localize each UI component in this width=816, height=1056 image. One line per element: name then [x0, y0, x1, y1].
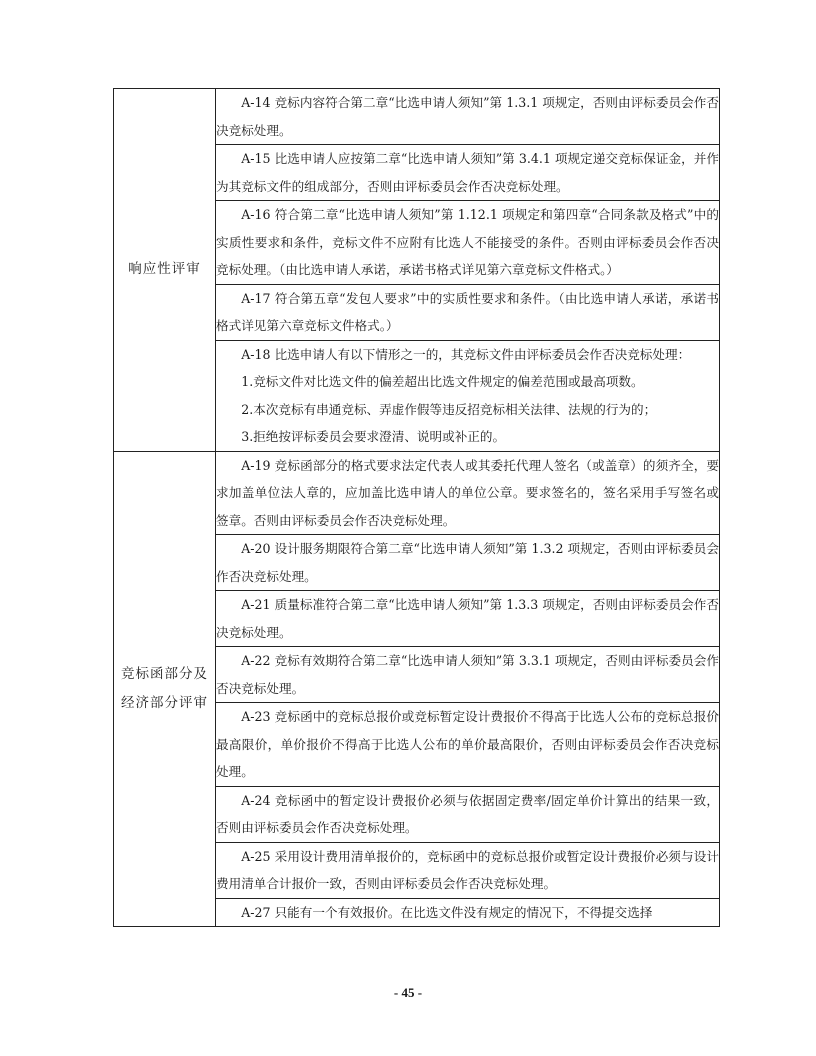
category-cell: 响应性评审 — [114, 89, 216, 452]
criterion-cell — [216, 201, 720, 285]
criterion-text: A-15 比选申请人应按第二章“比选申请人须知”第 3.4.1 项规定递交竞标保证金，并作为其竞标文件的组成部分，否则由评标委员会作否决竞标处理。 — [216, 151, 719, 194]
evaluation-table — [113, 88, 720, 927]
criterion-cell — [216, 451, 720, 535]
criterion-text: A-21 质量标准符合第二章“比选申请人须知”第 1.3.3 项规定，否则由评标委员会作否决竞标处理。 — [216, 597, 719, 640]
criterion-cell — [216, 898, 720, 927]
criterion-cell — [216, 284, 720, 340]
table-row — [114, 451, 720, 535]
criterion-cell — [216, 647, 720, 703]
category-cell: 竞标函部分及经济部分评审 — [114, 451, 216, 927]
criterion-cell — [216, 842, 720, 898]
criterion-cell — [216, 591, 720, 647]
criterion-cell — [216, 145, 720, 201]
criterion-text: A-17 符合第五章“发包人要求”中的实质性要求和条件。（由比选申请人承诺，承诺书格式详见第六章竞标文件格式。） — [216, 290, 719, 333]
criterion-text: A-24 竞标函中的暂定设计费报价必须与依据固定费率/固定单价计算出的结果一致，否则由评标委员会作否决竞标处理。 — [216, 792, 719, 835]
criterion-text: A-19 竞标函部分的格式要求法定代表人或其委托代理人签名（或盖章）的须齐全，要求加盖单位法人章的，应加盖比选申请人的单位公章。要求签名的，签名采用手写签名或签章。否则由评标委员会作否决竞标处理。 — [216, 457, 719, 528]
criterion-subitem: 2.本次竞标有串通竞标、弄虚作假等违反招竞标相关法律、法规的行为的； — [241, 401, 657, 417]
criterion-text: A-25 采用设计费用清单报价的，竞标函中的竞标总报价或暂定设计费报价必须与设计费用清单合计报价一致，否则由评标委员会作否决竞标处理。 — [216, 848, 719, 891]
criterion-cell — [216, 340, 720, 451]
criterion-cell — [216, 535, 720, 591]
criterion-text: A-14 竞标内容符合第二章“比选申请人须知”第 1.3.1 项规定，否则由评标委员会作否决竞标处理。 — [216, 95, 719, 138]
criterion-text: A-18 比选申请人有以下情形之一的，其竞标文件由评标委员会作否决竞标处理： — [241, 346, 691, 362]
criterion-text: A-20 设计服务期限符合第二章“比选申请人须知”第 1.3.2 项规定，否则由评标委员会作否决竞标处理。 — [216, 541, 719, 584]
table-row — [114, 89, 720, 145]
criterion-text: A-27 只能有一个有效报价。在比选文件没有规定的情况下，不得提交选择 — [241, 904, 653, 920]
criterion-cell — [216, 786, 720, 842]
page-number: - 45 - — [393, 985, 423, 1000]
criterion-text: A-22 竞标有效期符合第二章“比选申请人须知”第 3.3.1 项规定，否则由评标委员会作否决竞标处理。 — [216, 653, 719, 696]
criterion-subitem: 1.竞标文件对比选文件的偏差超出比选文件规定的偏差范围或最高项数。 — [241, 374, 644, 389]
evaluation-table-body — [114, 89, 720, 927]
criterion-text: A-23 竞标函中的竞标总报价或竞标暂定设计费报价不得高于比选人公布的竞标总报价最高限价，单价报价不得高于比选人公布的单价最高限价，否则由评标委员会作否决竞标处理。 — [216, 709, 719, 779]
criterion-cell — [216, 89, 720, 145]
criterion-cell — [216, 703, 720, 787]
criterion-text: A-16 符合第二章“比选申请人须知”第 1.12.1 项规定和第四章“合同条款及格式”中的实质性要求和条件，竞标文件不应附有比选人不能接受的条件。否则由评标委员会作否决竞标处理。（由比选申请人承诺，承诺书格式详见第六章竞标文件格式。） — [216, 207, 719, 277]
criterion-subitem: 3.拒绝按评标委员会要求澄清、说明或补正的。 — [241, 429, 506, 444]
